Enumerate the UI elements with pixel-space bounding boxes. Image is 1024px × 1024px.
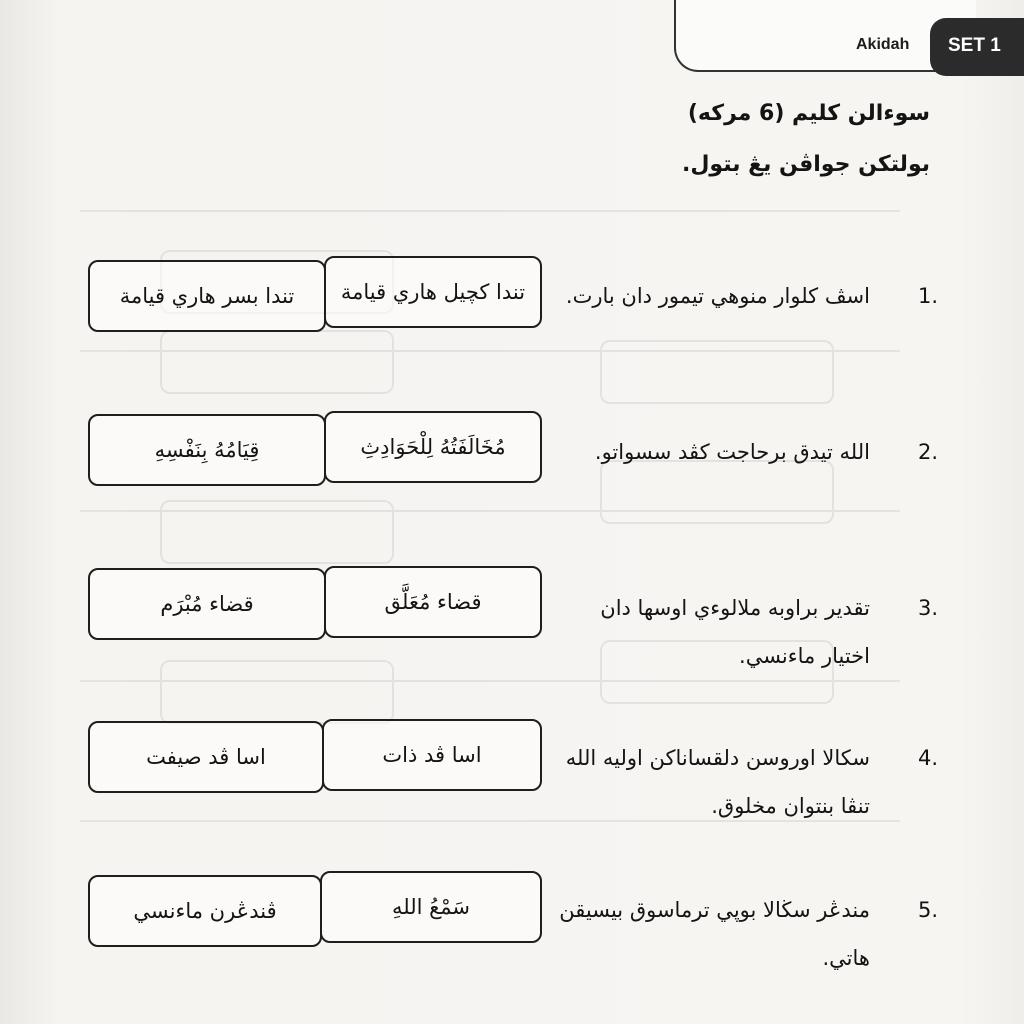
question-text-4: سكالا اوروسن دلقساناكن اوليه الله تنڤا بنتوان مخلوق.: [565, 746, 870, 818]
option-2b[interactable]: قِيَامُهُ بِنَفْسِهِ: [88, 414, 326, 486]
set-badge-label: SET 1: [948, 35, 1001, 56]
question-text-5: مندڠر سڬالا بوڽي ترماسوق بيسيقن هاتي.: [559, 898, 870, 970]
option-5a[interactable]: سَمْعُ اللهِ: [320, 871, 542, 943]
section-title: سوءالن كليم (6 مركه): [687, 101, 930, 126]
question-text-1: اسڤ كلوار منوهي تيمور دان بارت.: [565, 284, 870, 308]
option-4a[interactable]: اسا ڤد ذات: [322, 719, 542, 791]
question-number-4: 4.: [917, 746, 938, 770]
section-instruction: بولتكن جواڤن يڠ بتول.: [681, 152, 930, 177]
option-2a[interactable]: مُخَالَفَتُهُ لِلْحَوَادِثِ: [324, 411, 542, 483]
option-1b[interactable]: تندا بسر هاري قيامة: [88, 260, 326, 332]
question-number-3: 3.: [917, 596, 938, 620]
question-number-5: 5.: [917, 898, 938, 922]
set-badge: [930, 18, 1024, 76]
question-number-2: 2.: [917, 440, 938, 464]
option-1a[interactable]: تندا كچيل هاري قيامة: [324, 256, 542, 328]
question-text-3: تقدير براوبه ملالوءي اوسها دان اختيار ماءنسي.: [600, 596, 870, 668]
option-5b[interactable]: ڤندڠرن ماءنسي: [88, 875, 322, 947]
question-text-2: الله تيدق برحاجت كڤد سسواتو.: [594, 440, 870, 464]
option-3a[interactable]: قضاء مُعَلَّق: [324, 566, 542, 638]
subject-label: Akidah: [856, 36, 910, 53]
question-number-1: 1.: [917, 284, 938, 308]
option-4b[interactable]: اسا ڤد صيفت: [88, 721, 324, 793]
option-3b[interactable]: قضاء مُبْرَم: [88, 568, 326, 640]
